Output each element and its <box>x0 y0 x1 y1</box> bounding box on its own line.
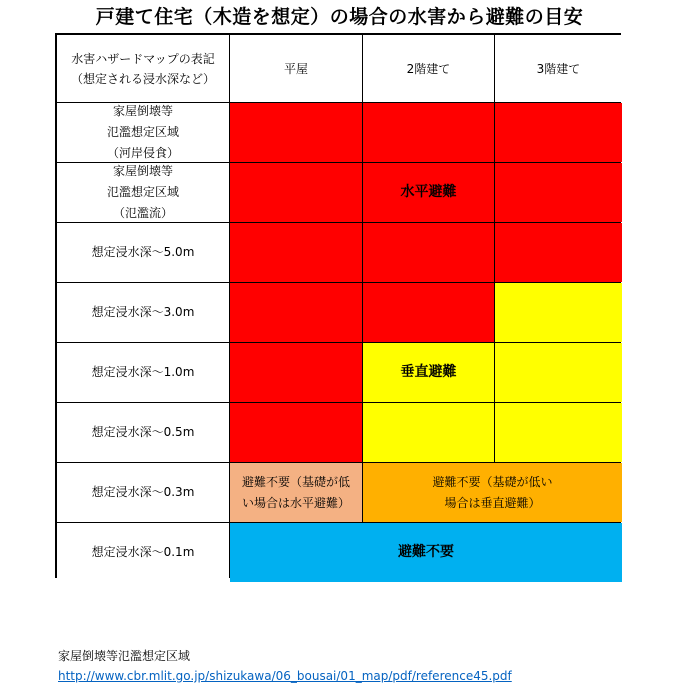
row-label-depth-3m: 想定浸水深～3.0m <box>57 283 229 342</box>
note-line: い場合は水平避難） <box>241 495 350 510</box>
evacuation-table <box>55 33 621 578</box>
footer-label: 家屋倒壊等氾濫想定区域 <box>58 649 191 663</box>
row-label-depth-5m: 想定浸水深～5.0m <box>57 223 229 282</box>
row-label-depth-1m: 想定浸水深～1.0m <box>57 343 229 402</box>
header-three-story: 3階建て <box>495 35 622 102</box>
header-row-label-line1: 水害ハザードマップの表記 <box>71 51 215 66</box>
row-label-line: （氾濫流） <box>112 206 173 220</box>
header-single-story: 平屋 <box>230 35 362 102</box>
row-label-line: 家屋倒壊等 <box>112 104 173 118</box>
row-label-depth-0-3m: 想定浸水深～0.3m <box>57 463 229 522</box>
row-label-line: （河岸侵食） <box>106 146 179 160</box>
no-evacuation-label: 避難不要 <box>230 523 622 582</box>
zone-cell-red <box>230 103 362 162</box>
zone-cell-red <box>363 223 494 282</box>
zone-cell-yellow <box>495 403 622 462</box>
row-label-depth-0-1m: 想定浸水深～0.1m <box>57 523 229 582</box>
note-single-story <box>230 463 362 522</box>
row-label-flood-flow <box>57 163 229 222</box>
zone-cell-red <box>230 343 362 402</box>
note-line: 避難不要（基礎が低 <box>241 474 350 489</box>
zone-cell-red <box>495 163 622 222</box>
zone-cell-red <box>230 403 362 462</box>
header-row-label-line2: （想定される浸水深など） <box>70 71 215 86</box>
zone-cell-red <box>495 103 622 162</box>
row-label-line: 家屋倒壊等 <box>112 164 173 178</box>
header-two-story: 2階建て <box>363 35 494 102</box>
zone-cell-red <box>230 163 362 222</box>
zone-cell-red <box>363 103 494 162</box>
row-label-line: 氾濫想定区域 <box>106 125 179 139</box>
zone-cell-red <box>495 223 622 282</box>
horizontal-evacuation-label: 水平避難 <box>363 163 494 222</box>
zone-cell-red <box>230 223 362 282</box>
zone-cell-yellow <box>495 343 622 402</box>
row-label-bank-erosion <box>57 103 229 162</box>
reference-link[interactable]: http://www.cbr.mlit.go.jp/shizukawa/06_bousai/01_map/pdf/reference45.pdf <box>58 669 512 683</box>
note-multi-story <box>363 463 622 522</box>
note-line: 場合は垂直避難） <box>444 495 541 510</box>
page-title: 戸建て住宅（木造を想定）の場合の水害から避難の目安 <box>95 6 584 28</box>
zone-cell-yellow <box>495 283 622 342</box>
zone-cell-yellow <box>363 403 494 462</box>
zone-cell-red <box>363 283 494 342</box>
vertical-evacuation-label: 垂直避難 <box>363 343 494 402</box>
note-line: 避難不要（基礎が低い <box>432 474 553 489</box>
header-row-label <box>57 35 229 102</box>
row-label-line: 氾濫想定区域 <box>106 185 179 199</box>
zone-cell-red <box>230 283 362 342</box>
row-label-depth-0-5m: 想定浸水深～0.5m <box>57 403 229 462</box>
